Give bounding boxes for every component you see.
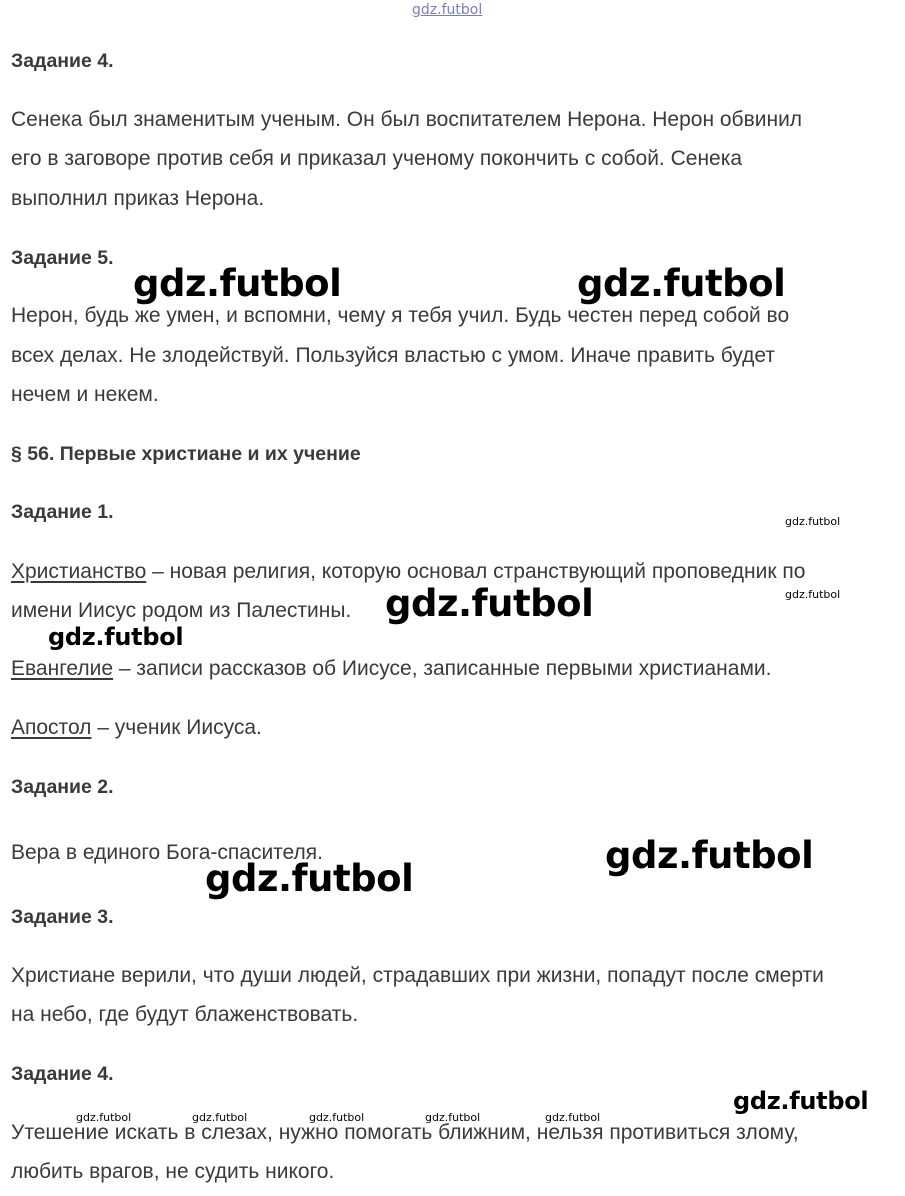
watermark: gdz.futbol: [785, 588, 841, 601]
definition-line: имени Иисус родом из Палестины.: [11, 599, 352, 622]
term: Христианство: [11, 560, 147, 583]
watermark: gdz.futbol: [425, 1111, 481, 1124]
task-heading: Задание 4.: [11, 1063, 114, 1085]
definition-line: [11, 657, 771, 681]
paragraph-title: § 56. Первые христиане и их учение: [11, 443, 361, 465]
answer-line: Утешение искать в слезах, нужно помогать ближним, нельзя противиться злому,: [11, 1121, 799, 1144]
definition-text: – новая религия, которую основал странствующий проповедник по: [146, 560, 806, 583]
answer-line: на небо, где будут блаженствовать.: [11, 1003, 359, 1026]
watermark: gdz.futbol: [605, 834, 814, 877]
task-heading: Задание 5.: [11, 247, 114, 269]
watermark: gdz.futbol: [48, 623, 184, 651]
watermark: gdz.futbol: [785, 515, 841, 528]
definition-text: – ученик Иисуса.: [91, 716, 262, 739]
term: Евангелие: [11, 657, 114, 680]
task-heading: Задание 2.: [11, 776, 114, 798]
task-heading: Задание 1.: [11, 501, 114, 523]
definition-line: [11, 560, 805, 584]
answer-line: нечем и некем.: [11, 383, 159, 406]
answer-line: Христиане верили, что души людей, страдавших при жизни, попадут после смерти: [11, 964, 824, 987]
watermark: gdz.futbol: [577, 262, 786, 305]
watermark: gdz.futbol: [309, 1111, 365, 1124]
answer-line: выполнил приказ Нерона.: [11, 187, 265, 210]
watermark: gdz.futbol: [192, 1111, 248, 1124]
term: Апостол: [11, 716, 92, 739]
watermark: gdz.futbol: [385, 582, 594, 625]
answer-line: его в заговоре против себя и приказал ученому покончить с собой. Сенека: [11, 147, 743, 170]
watermark: gdz.futbol: [733, 1087, 869, 1115]
definition-text: – записи рассказов об Иисусе, записанные первыми христианами.: [113, 657, 772, 680]
answer-line: Вера в единого Бога-спасителя.: [11, 841, 323, 864]
watermark: gdz.futbol: [545, 1111, 601, 1124]
definition-line: [11, 716, 262, 740]
watermark: gdz.futbol: [133, 262, 342, 305]
watermark: gdz.futbol: [205, 857, 414, 900]
watermark: gdz.futbol: [76, 1111, 132, 1124]
answer-line: любить врагов, не судить никого.: [11, 1160, 335, 1183]
answer-line: Сенека был знаменитым ученым. Он был воспитателем Нерона. Нерон обвинил: [11, 108, 803, 131]
header-watermark: gdz.futbol: [412, 2, 483, 18]
answer-line: Нерон, будь же умен, и вспомни, чему я тебя учил. Будь честен перед собой во: [11, 304, 790, 327]
task-heading: Задание 3.: [11, 906, 114, 928]
answer-line: всех делах. Не злодействуй. Пользуйся властью с умом. Иначе править будет: [11, 344, 775, 367]
task-heading: Задание 4.: [11, 50, 114, 72]
